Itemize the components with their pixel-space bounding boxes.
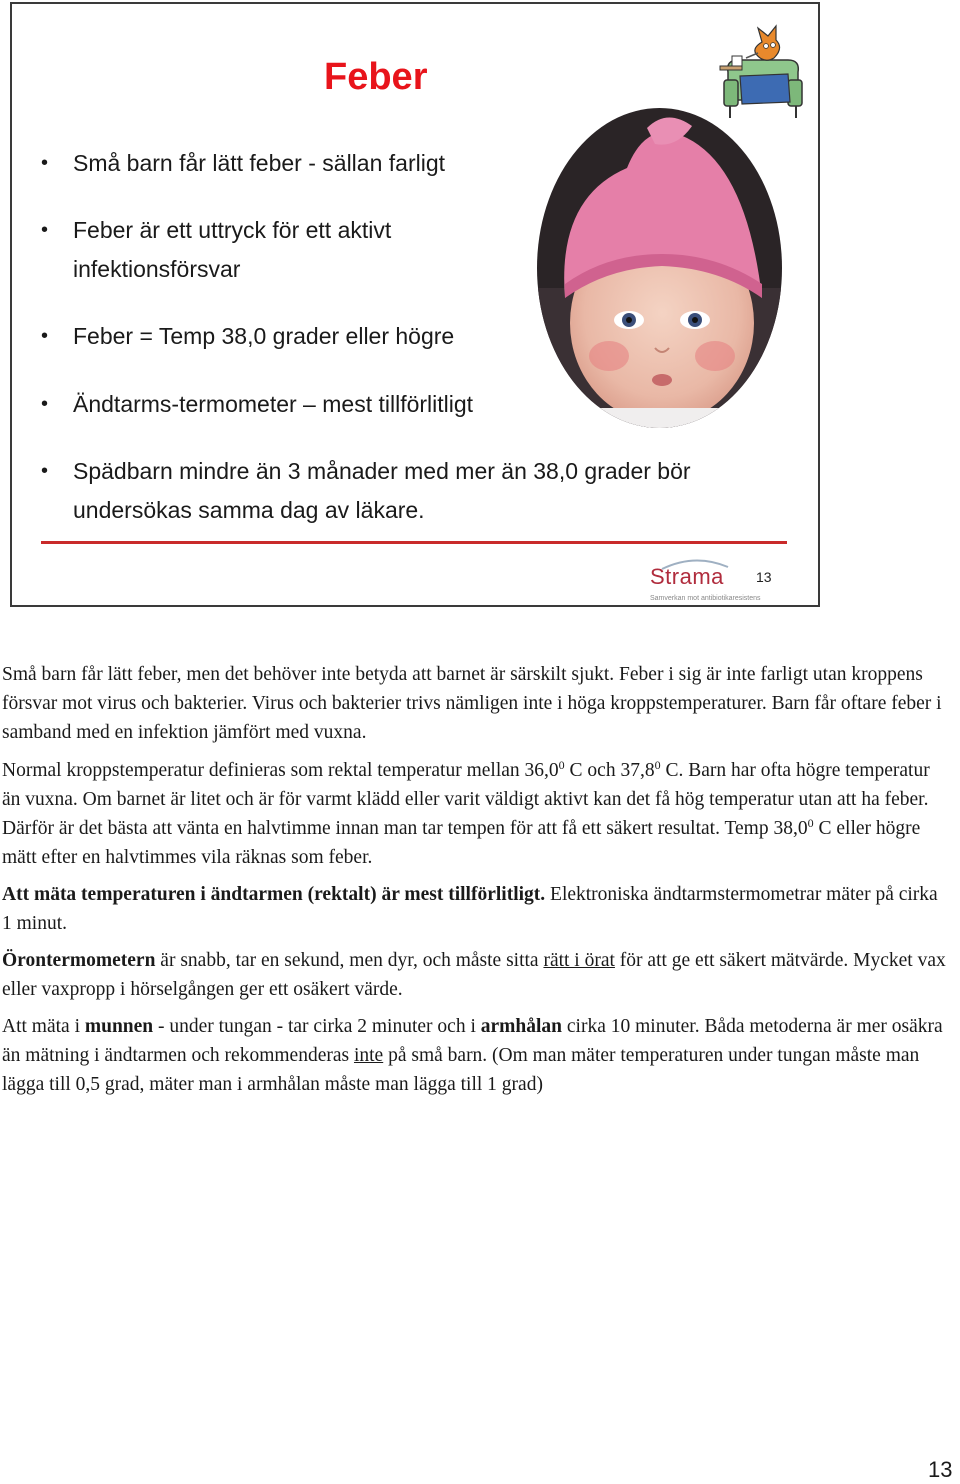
bullet-item: • Ändtarms-termometer – mest tillförlitligt bbox=[40, 385, 700, 424]
text-run: - under tungan - tar cirka 2 minuter och i bbox=[153, 1016, 481, 1037]
bullet-item: • Feber = Temp 38,0 grader eller högre bbox=[40, 317, 700, 356]
text-run: Normal kroppstemperatur definieras som rektal temperatur mellan 36,0 bbox=[2, 760, 559, 781]
strama-logo bbox=[650, 557, 800, 605]
bullet-item: • Feber är ett uttryck för ett aktivt infektionsförsvar bbox=[40, 211, 493, 289]
page-number: 13 bbox=[928, 1457, 953, 1482]
bold-text: munnen bbox=[84, 1016, 154, 1037]
bullet-item: • Spädbarn mindre än 3 månader med mer än 38,0 grader bör undersökas samma dag av läkare. bbox=[40, 452, 693, 530]
logo-wordmark: Strama bbox=[650, 564, 724, 589]
notes-paragraph bbox=[2, 756, 952, 872]
logo-subtext: Samverkan mot antibiotikaresistens bbox=[650, 595, 761, 602]
bullet-item: • Små barn får lätt feber - sällan farligt bbox=[40, 144, 700, 183]
text-run: är snabb, tar en sekund, men dyr, och måste sitta bbox=[155, 950, 544, 971]
text-run: för att ge ett säkert mätvärde. Mycket vax eller vaxpropp i hörselgången ger ett osäkert värde. bbox=[2, 950, 946, 1000]
text-run: på små barn. (Om man mäter temperaturen under tungan måste man lägga till 0,5 grad, mäter man i armhålan måste man lägga till 1 grad) bbox=[2, 1045, 920, 1095]
slide-number: 13 bbox=[756, 569, 772, 585]
text-run: C. Barn har ofta högre temperatur än vuxna. Om barnet är litet och är för varmt klädd eller varit väldigt aktivt kan det få hög temperatur utan att ha feber. Därför är det bästa att vänta en halvtimme innan man tar tempen för att få ett säkert resultat. Temp 38,0 bbox=[2, 760, 930, 839]
bold-text: Örontermometern bbox=[2, 950, 156, 971]
notes-paragraph bbox=[2, 880, 952, 938]
notes-paragraph bbox=[2, 946, 952, 1004]
divider bbox=[41, 541, 787, 544]
underlined-text: rätt i örat bbox=[543, 950, 615, 971]
superscript: 0 bbox=[558, 758, 565, 772]
text-run: Elektroniska ändtarmstermometrar mäter på cirka 1 minut. bbox=[2, 884, 938, 934]
underlined-text: inte bbox=[353, 1045, 384, 1066]
superscript: 0 bbox=[807, 816, 814, 830]
text-run: C eller högre mätt efter en halvtimmes vila räknas som feber. bbox=[2, 818, 921, 868]
superscript: 0 bbox=[654, 758, 661, 772]
slide bbox=[10, 2, 820, 607]
notes-paragraph bbox=[2, 1012, 952, 1099]
text-run: cirka 10 minuter. Båda metoderna är mer osäkra än mätning i ändtarmen och rekommenderas bbox=[2, 1016, 943, 1066]
bold-text: armhålan bbox=[480, 1016, 563, 1037]
speaker-notes bbox=[2, 660, 952, 1099]
baby-photo-icon bbox=[537, 108, 782, 428]
notes-paragraph: Små barn får lätt feber, men det behöver inte betyda att barnet är särskilt sjukt. Feber i sig är inte farligt utan kroppens försvar mot virus och bakterier. Virus och bakterier trivs nämligen inte i höga kroppstemperaturer. Barn får oftare feber i samband med en infektion jämfört med vuxna. bbox=[2, 664, 942, 743]
cartoon-figure-icon bbox=[718, 20, 808, 122]
slide-title: Feber bbox=[324, 56, 428, 98]
text-run: Att mäta i bbox=[2, 1016, 85, 1037]
bold-text: Att mäta temperaturen i ändtarmen (rektalt) är mest tillförlitligt. bbox=[2, 884, 546, 905]
text-run: C och 37,8 bbox=[564, 760, 655, 781]
